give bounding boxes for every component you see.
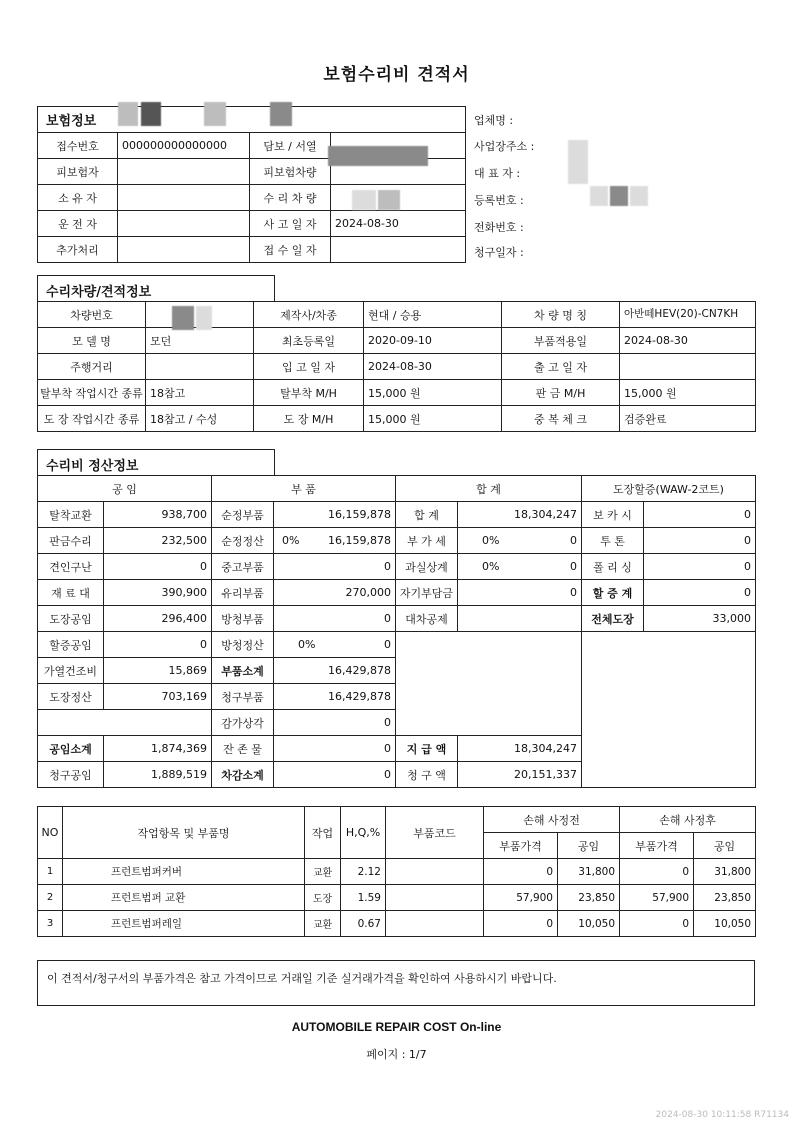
label-paint-mh: 도 장 M/H bbox=[254, 406, 364, 432]
header-before-adjust: 손해 사정전 bbox=[484, 807, 620, 833]
label-sum: 합 계 bbox=[396, 502, 458, 528]
value-maker: 현대 / 승용 bbox=[364, 302, 502, 328]
value-paint-type: 18참고 / 수성 bbox=[146, 406, 254, 432]
table-row bbox=[38, 885, 756, 911]
header-after-labor: 공임 bbox=[694, 833, 756, 859]
label-sheet-repair: 판금수리 bbox=[38, 528, 104, 554]
label-insured: 피보험자 bbox=[38, 159, 118, 185]
redaction-mark bbox=[568, 140, 588, 184]
label-sheet-mh: 판 금 M/H bbox=[502, 380, 620, 406]
value-rustproof-parts: 0 bbox=[274, 606, 396, 632]
company-ceo-label: 대 표 자 : bbox=[474, 167, 521, 180]
label-detach-type: 탈부착 작업시간 종류 bbox=[38, 380, 146, 406]
item-code bbox=[386, 911, 484, 937]
insurance-section-title: 보험정보 bbox=[38, 107, 466, 133]
header-part-code: 부품코드 bbox=[386, 807, 484, 859]
label-mileage: 주행거리 bbox=[38, 354, 146, 380]
label-detach-mh: 탈부착 M/H bbox=[254, 380, 364, 406]
value-first-reg: 2020-09-10 bbox=[364, 328, 502, 354]
label-vat: 부 가 세 bbox=[396, 528, 458, 554]
total-blank-area bbox=[396, 632, 582, 736]
value-vehicle-name: 아반떼HEV(20)-CN7KH bbox=[620, 302, 756, 328]
header-after-price: 부품가격 bbox=[620, 833, 694, 859]
value-claim-parts: 16,429,878 bbox=[274, 684, 396, 710]
value-surcharge-total: 0 bbox=[644, 580, 756, 606]
redaction-mark bbox=[196, 306, 212, 330]
label-claim-parts: 청구부품 bbox=[212, 684, 274, 710]
value-surcharge-labor: 0 bbox=[104, 632, 212, 658]
company-name-label: 업체명 : bbox=[474, 114, 514, 127]
header-item-name: 작업항목 및 부품명 bbox=[63, 807, 305, 859]
value-sum: 18,304,247 bbox=[458, 502, 582, 528]
label-plate: 차량번호 bbox=[38, 302, 146, 328]
label-surcharge-total: 할 증 계 bbox=[582, 580, 644, 606]
label-receipt-no: 접수번호 bbox=[38, 133, 118, 159]
label-model: 모 델 명 bbox=[38, 328, 146, 354]
label-heat-dry: 가열건조비 bbox=[38, 658, 104, 684]
label-in-date: 입 고 일 자 bbox=[254, 354, 364, 380]
item-work: 교환 bbox=[305, 859, 341, 885]
value-vat: 0% 0 bbox=[458, 528, 582, 554]
value-depreciation: 0 bbox=[274, 710, 396, 736]
redaction-mark bbox=[352, 190, 376, 210]
redaction-mark bbox=[590, 186, 608, 206]
company-address-label: 사업장주소 : bbox=[474, 140, 535, 153]
label-rustproof-settle: 방청정산 bbox=[212, 632, 274, 658]
item-before-labor: 23,850 bbox=[558, 885, 620, 911]
header-paint-surcharge: 도장할증(WAW-2코트) bbox=[582, 476, 756, 502]
value-claim-amount: 20,151,337 bbox=[458, 762, 582, 788]
value-labor-subtotal: 1,874,369 bbox=[104, 736, 212, 762]
item-after-price: 0 bbox=[620, 911, 694, 937]
value-heat-dry: 15,869 bbox=[104, 658, 212, 684]
redaction-mark bbox=[141, 102, 161, 126]
label-claim-labor: 청구공임 bbox=[38, 762, 104, 788]
label-used-parts: 중고부품 bbox=[212, 554, 274, 580]
value-towing: 0 bbox=[104, 554, 212, 580]
label-receipt-date: 접 수 일 자 bbox=[250, 237, 331, 263]
value-material: 390,900 bbox=[104, 580, 212, 606]
header-labor: 공 임 bbox=[38, 476, 212, 502]
item-no: 1 bbox=[38, 859, 63, 885]
redaction-mark bbox=[118, 102, 138, 126]
notice-text: 이 견적서/청구서의 부품가격은 참고 가격이므로 거래일 기준 실거래가격을 확인하여 사용하시기 바랍니다. bbox=[47, 972, 557, 985]
value-paint-labor: 296,400 bbox=[104, 606, 212, 632]
item-hq: 1.59 bbox=[341, 885, 386, 911]
label-dup-check: 중 복 체 크 bbox=[502, 406, 620, 432]
item-after-labor: 23,850 bbox=[694, 885, 756, 911]
label-rustproof-parts: 방청부품 bbox=[212, 606, 274, 632]
label-additional: 추가처리 bbox=[38, 237, 118, 263]
item-name: 프런트범퍼 교환 bbox=[63, 885, 305, 911]
value-insured bbox=[118, 159, 250, 185]
label-owner: 소 유 자 bbox=[38, 185, 118, 211]
value-deductible: 0 bbox=[458, 580, 582, 606]
label-genuine-parts: 순정부품 bbox=[212, 502, 274, 528]
item-before-labor: 10,050 bbox=[558, 911, 620, 937]
settlement-table bbox=[37, 475, 756, 788]
value-rental-deduction bbox=[458, 606, 582, 632]
document-title: 보험수리비 견적서 bbox=[323, 65, 470, 85]
value-polishing: 0 bbox=[644, 554, 756, 580]
redaction-mark bbox=[378, 190, 400, 210]
page-indicator: 페이지 : 1/7 bbox=[366, 1048, 427, 1061]
header-total: 합 계 bbox=[396, 476, 582, 502]
label-maker: 제작사/차종 bbox=[254, 302, 364, 328]
value-fault-offset: 0% 0 bbox=[458, 554, 582, 580]
vehicle-section-title: 수리차량/견적정보 bbox=[37, 275, 275, 302]
value-glass-parts: 270,000 bbox=[274, 580, 396, 606]
item-work: 교환 bbox=[305, 911, 341, 937]
vehicle-table bbox=[37, 301, 756, 432]
label-towing: 견인구난 bbox=[38, 554, 104, 580]
item-no: 3 bbox=[38, 911, 63, 937]
header-before-labor: 공임 bbox=[558, 833, 620, 859]
value-driver bbox=[118, 211, 250, 237]
label-two-tone: 투 톤 bbox=[582, 528, 644, 554]
header-hq: H,Q,% bbox=[341, 807, 386, 859]
value-payment: 18,304,247 bbox=[458, 736, 582, 762]
label-labor-subtotal: 공임소계 bbox=[38, 736, 104, 762]
labor-blank bbox=[38, 710, 212, 736]
value-detach-replace: 938,700 bbox=[104, 502, 212, 528]
header-after-adjust: 손해 사정후 bbox=[620, 807, 756, 833]
value-owner bbox=[118, 185, 250, 211]
label-fault-offset: 과실상계 bbox=[396, 554, 458, 580]
label-paint-type: 도 장 작업시간 종류 bbox=[38, 406, 146, 432]
label-detach-replace: 탈착교환 bbox=[38, 502, 104, 528]
label-repair-vehicle: 수 리 차 량 bbox=[250, 185, 331, 211]
table-row bbox=[38, 911, 756, 937]
header-no: NO bbox=[38, 807, 63, 859]
work-items-table bbox=[37, 806, 756, 937]
label-salvage: 잔 존 물 bbox=[212, 736, 274, 762]
value-mileage bbox=[146, 354, 254, 380]
value-out-date bbox=[620, 354, 756, 380]
value-used-parts: 0 bbox=[274, 554, 396, 580]
header-before-price: 부품가격 bbox=[484, 833, 558, 859]
item-after-labor: 31,800 bbox=[694, 859, 756, 885]
value-rustproof-settle: 0% 0 bbox=[274, 632, 396, 658]
label-driver: 운 전 자 bbox=[38, 211, 118, 237]
label-payment: 지 급 액 bbox=[396, 736, 458, 762]
label-accident-date: 사 고 일 자 bbox=[250, 211, 331, 237]
value-paint-settle: 703,169 bbox=[104, 684, 212, 710]
footer-brand: AUTOMOBILE REPAIR COST On-line bbox=[291, 1020, 502, 1034]
label-bokashi: 보 카 시 bbox=[582, 502, 644, 528]
redaction-mark bbox=[328, 146, 428, 166]
item-code bbox=[386, 859, 484, 885]
label-parts-date: 부품적용일 bbox=[502, 328, 620, 354]
label-first-reg: 최초등록일 bbox=[254, 328, 364, 354]
value-dup-check: 검증완료 bbox=[620, 406, 756, 432]
value-genuine-parts: 16,159,878 bbox=[274, 502, 396, 528]
value-receipt-no: 000000000000000 bbox=[118, 133, 250, 159]
label-surcharge-labor: 할증공임 bbox=[38, 632, 104, 658]
label-deductible: 자기부담금 bbox=[396, 580, 458, 606]
value-full-paint: 33,000 bbox=[644, 606, 756, 632]
item-no: 2 bbox=[38, 885, 63, 911]
redaction-mark bbox=[204, 102, 226, 126]
item-before-labor: 31,800 bbox=[558, 859, 620, 885]
item-name: 프런트범퍼레일 bbox=[63, 911, 305, 937]
label-deduction-subtotal: 차감소계 bbox=[212, 762, 274, 788]
label-material: 재 료 대 bbox=[38, 580, 104, 606]
settlement-section-title: 수리비 정산정보 bbox=[37, 449, 275, 476]
insurance-table bbox=[37, 106, 466, 263]
company-phone-label: 전화번호 : bbox=[474, 221, 524, 234]
label-paint-labor: 도장공임 bbox=[38, 606, 104, 632]
company-reg-label: 등록번호 : bbox=[474, 194, 524, 207]
value-detach-type: 18참고 bbox=[146, 380, 254, 406]
label-full-paint: 전체도장 bbox=[582, 606, 644, 632]
item-work: 도장 bbox=[305, 885, 341, 911]
label-out-date: 출 고 일 자 bbox=[502, 354, 620, 380]
item-name: 프런트범퍼커버 bbox=[63, 859, 305, 885]
value-genuine-settle: 0% 16,159,878 bbox=[274, 528, 396, 554]
label-rental-deduction: 대차공제 bbox=[396, 606, 458, 632]
paint-blank-area bbox=[582, 632, 756, 788]
value-claim-labor: 1,889,519 bbox=[104, 762, 212, 788]
item-after-price: 57,900 bbox=[620, 885, 694, 911]
print-timestamp: 2024-08-30 10:11:58 R71134 bbox=[655, 1110, 789, 1120]
label-parts-subtotal: 부품소계 bbox=[212, 658, 274, 684]
label-claim-amount: 청 구 액 bbox=[396, 762, 458, 788]
value-parts-subtotal: 16,429,878 bbox=[274, 658, 396, 684]
item-hq: 0.67 bbox=[341, 911, 386, 937]
value-additional bbox=[118, 237, 250, 263]
value-receipt-date bbox=[331, 237, 466, 263]
value-sheet-repair: 232,500 bbox=[104, 528, 212, 554]
value-parts-date: 2024-08-30 bbox=[620, 328, 756, 354]
value-detach-mh: 15,000 원 bbox=[364, 380, 502, 406]
label-depreciation: 감가상각 bbox=[212, 710, 274, 736]
value-sheet-mh: 15,000 원 bbox=[620, 380, 756, 406]
redaction-mark bbox=[172, 306, 194, 330]
value-paint-mh: 15,000 원 bbox=[364, 406, 502, 432]
item-hq: 2.12 bbox=[341, 859, 386, 885]
item-after-price: 0 bbox=[620, 859, 694, 885]
label-polishing: 폴 리 싱 bbox=[582, 554, 644, 580]
label-insured-vehicle: 피보험차량 bbox=[250, 159, 331, 185]
header-parts: 부 품 bbox=[212, 476, 396, 502]
label-glass-parts: 유리부품 bbox=[212, 580, 274, 606]
label-genuine-settle: 순정정산 bbox=[212, 528, 274, 554]
item-before-price: 57,900 bbox=[484, 885, 558, 911]
value-salvage: 0 bbox=[274, 736, 396, 762]
value-bokashi: 0 bbox=[644, 502, 756, 528]
value-accident-date: 2024-08-30 bbox=[331, 211, 466, 237]
value-two-tone: 0 bbox=[644, 528, 756, 554]
value-deduction-subtotal: 0 bbox=[274, 762, 396, 788]
value-model: 모던 bbox=[146, 328, 254, 354]
label-coverage: 담보 / 서열 bbox=[250, 133, 331, 159]
redaction-mark bbox=[610, 186, 628, 206]
item-before-price: 0 bbox=[484, 859, 558, 885]
item-after-labor: 10,050 bbox=[694, 911, 756, 937]
table-row bbox=[38, 859, 756, 885]
label-paint-settle: 도장정산 bbox=[38, 684, 104, 710]
notice-box bbox=[37, 960, 755, 1006]
redaction-mark bbox=[630, 186, 648, 206]
header-work: 작업 bbox=[305, 807, 341, 859]
label-vehicle-name: 차 량 명 칭 bbox=[502, 302, 620, 328]
item-code bbox=[386, 885, 484, 911]
item-before-price: 0 bbox=[484, 911, 558, 937]
value-in-date: 2024-08-30 bbox=[364, 354, 502, 380]
redaction-mark bbox=[270, 102, 292, 126]
company-claim-date-label: 청구일자 : bbox=[474, 246, 524, 259]
